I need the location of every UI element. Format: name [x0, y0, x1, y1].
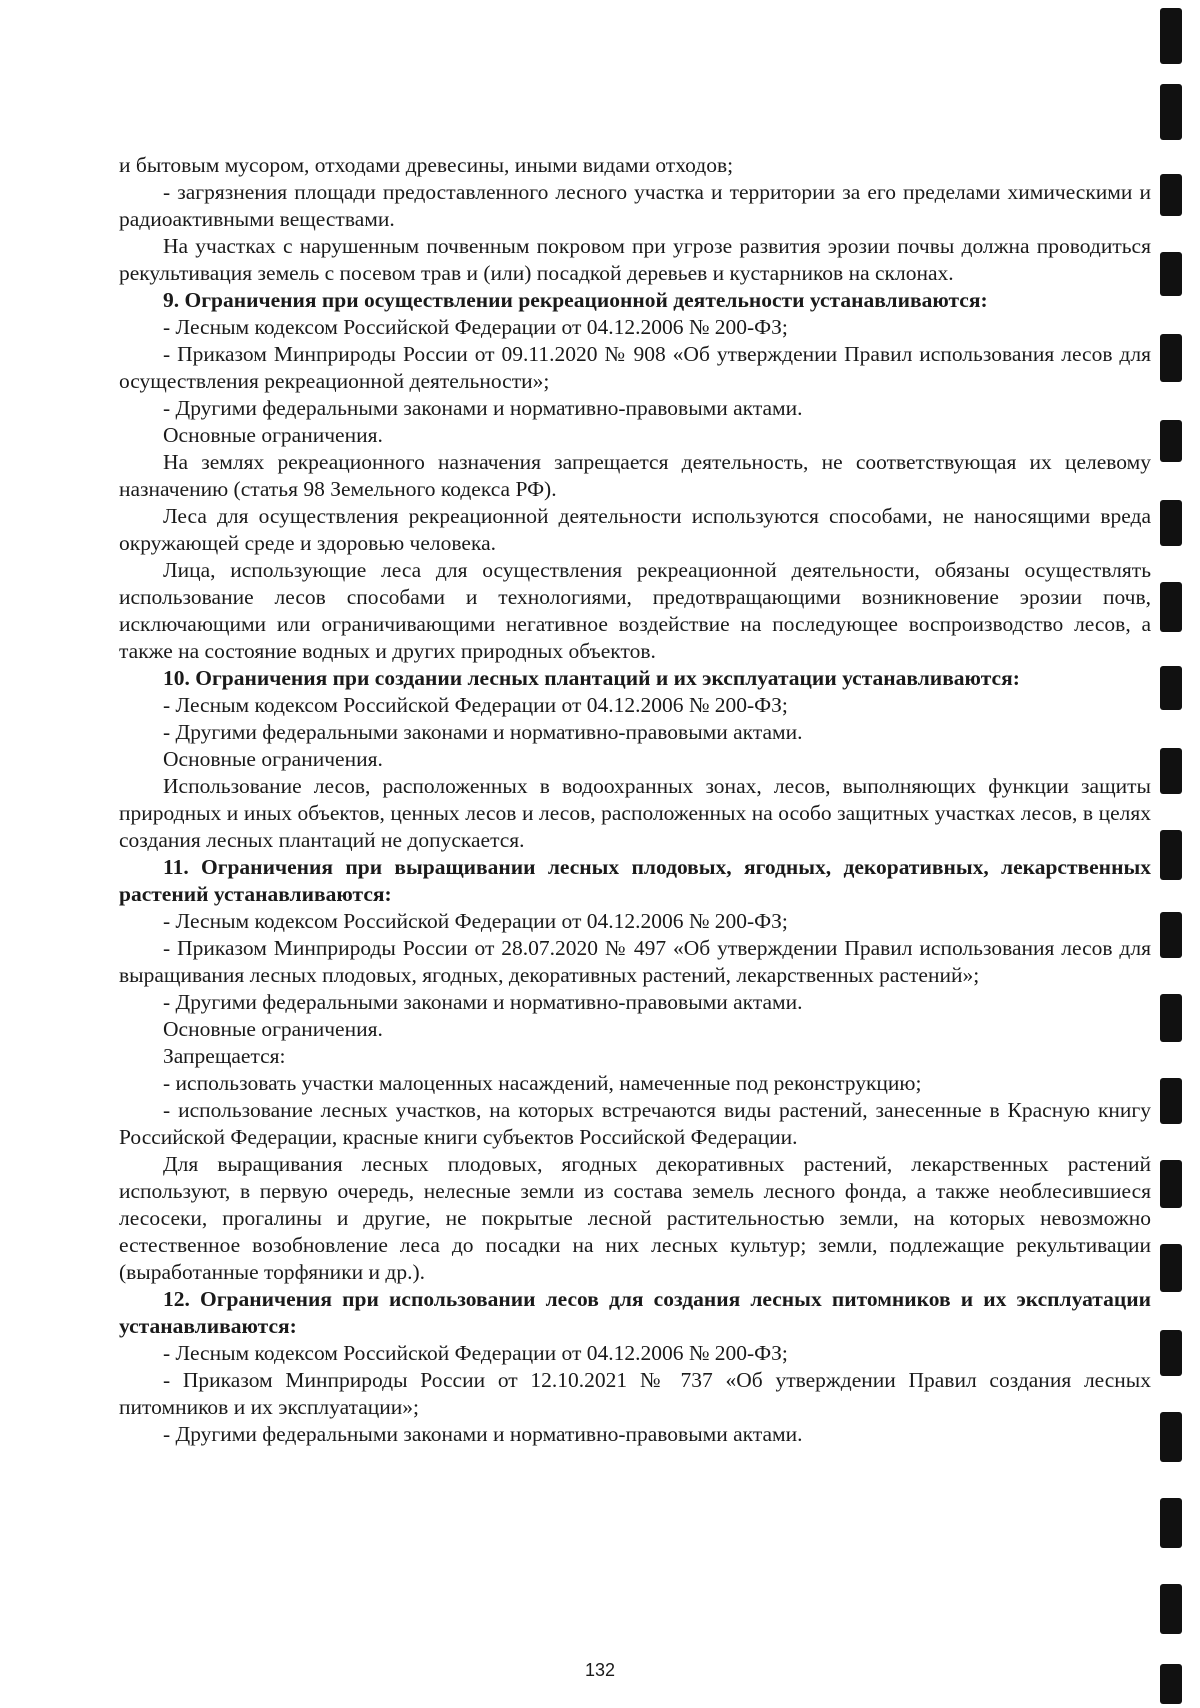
binding-mark: [1160, 830, 1182, 880]
paragraph: - Приказом Минприроды России от 12.10.2021 № 737 «Об утверждении Правил создания лесных питомников и их эксплуатации»;: [119, 1368, 1151, 1419]
paragraph: Леса для осуществления рекреационной деятельности используются способами, не наносящими вреда окружающей среде и здоровью человека.: [119, 504, 1151, 555]
paragraph: Основные ограничения.: [163, 423, 383, 447]
section-heading-12: 12. Ограничения при использовании лесов для создания лесных питомников и их эксплуатации устанавливаются:: [119, 1287, 1151, 1338]
paragraph: - Приказом Минприроды России от 09.11.2020 № 908 «Об утверждении Правил использования лесов для осуществления рекреационной деятельности»;: [119, 342, 1151, 393]
binding-mark: [1160, 8, 1182, 64]
binding-mark: [1160, 1412, 1182, 1462]
paragraph: - Другими федеральными законами и нормативно-правовыми актами.: [163, 1422, 803, 1446]
document-body: [119, 152, 1151, 1448]
paragraph: - Лесным кодексом Российской Федерации от 04.12.2006 № 200-ФЗ;: [163, 1341, 788, 1365]
paragraph: - Другими федеральными законами и нормативно-правовыми актами.: [163, 990, 803, 1014]
paragraph: Использование лесов, расположенных в водоохранных зонах, лесов, выполняющих функции защиты природных и иных объектов, ценных лесов и лесов, расположенных на особо защитных участках лесов, в целях создания лесных плантаций не допускается.: [119, 774, 1151, 852]
binding-mark: [1160, 252, 1182, 296]
paragraph: - использование лесных участков, на которых встречаются виды растений, занесенные в Красную книгу Российской Федерации, красные книги субъектов Российской Федерации.: [119, 1098, 1151, 1149]
binding-margin-marks: [1160, 0, 1184, 1708]
binding-mark: [1160, 420, 1182, 462]
binding-mark: [1160, 1664, 1182, 1704]
binding-mark: [1160, 500, 1182, 546]
paragraph: - Лесным кодексом Российской Федерации от 04.12.2006 № 200-ФЗ;: [163, 693, 788, 717]
paragraph: Запрещается:: [163, 1044, 286, 1068]
section-heading-10: 10. Ограничения при создании лесных плантаций и их эксплуатации устанавливаются:: [163, 666, 1020, 690]
paragraph: Основные ограничения.: [163, 747, 383, 771]
binding-mark: [1160, 582, 1182, 632]
paragraph: - Другими федеральными законами и нормативно-правовыми актами.: [163, 396, 803, 420]
binding-mark: [1160, 912, 1182, 958]
binding-mark: [1160, 174, 1182, 216]
binding-mark: [1160, 1078, 1182, 1124]
binding-mark: [1160, 1160, 1182, 1208]
paragraph: - использовать участки малоценных насаждений, намеченные под реконструкцию;: [163, 1071, 922, 1095]
binding-mark: [1160, 1244, 1182, 1292]
section-heading-9: 9. Ограничения при осуществлении рекреационной деятельности устанавливаются:: [163, 288, 988, 312]
paragraph: и бытовым мусором, отходами древесины, иными видами отходов;: [119, 153, 734, 177]
paragraph: На участках с нарушенным почвенным покровом при угрозе развития эрозии почвы должна проводиться рекультивация земель с посевом трав и (или) посадкой деревьев и кустарников на склонах.: [119, 234, 1151, 285]
page-number: 132: [584, 1660, 616, 1680]
binding-mark: [1160, 334, 1182, 382]
paragraph: - Лесным кодексом Российской Федерации от 04.12.2006 № 200-ФЗ;: [163, 909, 788, 933]
binding-mark: [1160, 994, 1182, 1042]
binding-mark: [1160, 748, 1182, 794]
binding-mark: [1160, 1498, 1182, 1548]
paragraph: Лица, использующие леса для осуществления рекреационной деятельности, обязаны осуществлять использование лесов способами и технологиями, предотвращающими возникновение эрозии почв, исключающими или ограничивающими негативное воздействие на последующее воспроизводство лесов, а также на состояние водных и других природных объектов.: [119, 558, 1151, 663]
paragraph: - Приказом Минприроды России от 28.07.2020 № 497 «Об утверждении Правил использования лесов для выращивания лесных плодовых, ягодных, декоративных растений, лекарственных растений»;: [119, 936, 1151, 987]
paragraph: Основные ограничения.: [163, 1017, 383, 1041]
section-heading-11: 11. Ограничения при выращивании лесных плодовых, ягодных, декоративных, лекарственных растений устанавливаются:: [119, 855, 1151, 906]
paragraph: - загрязнения площади предоставленного лесного участка и территории за его пределами химическими и радиоактивными веществами.: [119, 180, 1151, 231]
paragraph: Для выращивания лесных плодовых, ягодных декоративных растений, лекарственных растений используют, в первую очередь, нелесные земли из состава земель лесного фонда, а также необлесившиеся лесосеки, прогалины и другие, не покрытые лесной растительностью земли, на которых невозможно естественное возобновление леса до посадки на них лесных культур; земли, подлежащие рекультивации (выработанные торфяники и др.).: [119, 1152, 1151, 1284]
binding-mark: [1160, 1330, 1182, 1376]
paragraph: - Другими федеральными законами и нормативно-правовыми актами.: [163, 720, 803, 744]
binding-mark: [1160, 84, 1182, 140]
binding-mark: [1160, 1584, 1182, 1634]
paragraph: - Лесным кодексом Российской Федерации от 04.12.2006 № 200-ФЗ;: [163, 315, 788, 339]
binding-mark: [1160, 666, 1182, 710]
paragraph: На землях рекреационного назначения запрещается деятельность, не соответствующая их целевому назначению (статья 98 Земельного кодекса РФ).: [119, 450, 1151, 501]
